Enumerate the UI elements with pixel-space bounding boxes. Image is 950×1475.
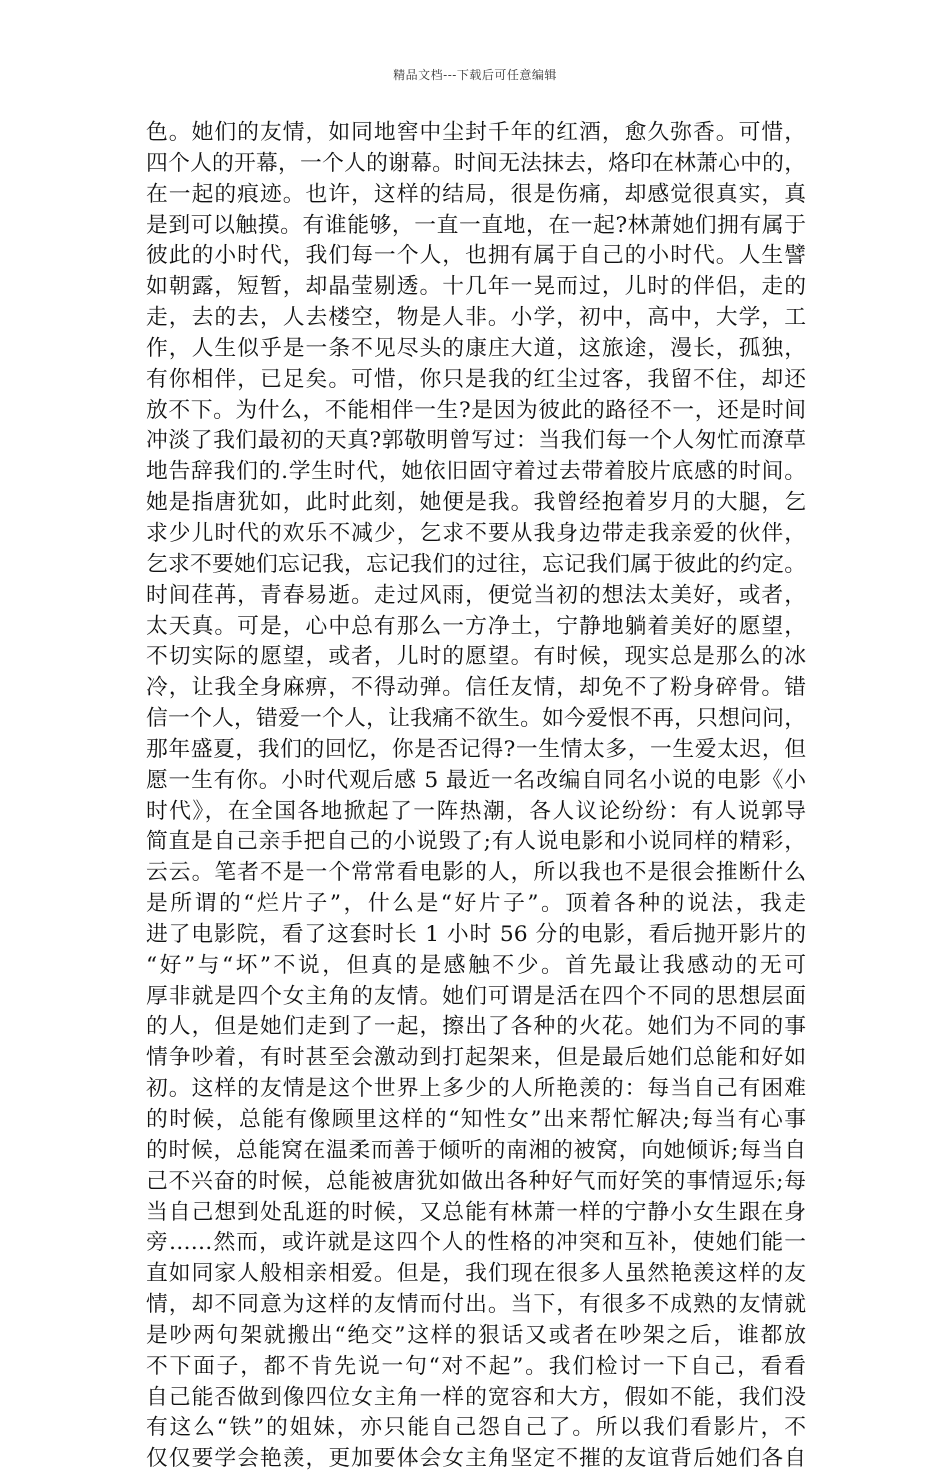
text-line: 是吵两句架就搬出“绝交”这样的狠话又或者在吵架之后，谁都放 [146, 1322, 806, 1348]
text-line: 在一起的痕迹。也许，这样的结局，很是伤痛，却感觉很真实，真 [146, 181, 806, 207]
text-line: 云云。笔者不是一个常常看电影的人，所以我也不是很会推断什么 [146, 860, 806, 886]
text-line: 是到可以触摸。有谁能够，一直一直地，在一起?林萧她们拥有属于 [146, 212, 806, 238]
text-line: 旁……然而，或许就是这四个人的性格的冲突和互补，使她们能一 [146, 1230, 806, 1256]
text-line: 冷，让我全身麻痹，不得动弹。信任友情，却免不了粉身碎骨。错 [146, 675, 806, 701]
text-line: “好”与“坏”不说，但真的是感触不少。首先最让我感动的无可 [146, 952, 806, 978]
text-line: 如朝露，短暂，却晶莹剔透。十几年一晃而过，儿时的伴侣，走的 [146, 274, 806, 300]
text-line: 不下面子，都不肯先说一句“对不起”。我们检讨一下自己，看看 [146, 1353, 806, 1379]
text-line: 时间荏苒，青春易逝。走过风雨，便觉当初的想法太美好，或者， [146, 582, 806, 608]
text-line: 简直是自己亲手把自己的小说毁了;有人说电影和小说同样的精彩， [146, 829, 806, 855]
text-line: 情，却不同意为这样的友情而付出。当下，有很多不成熟的友情就 [146, 1292, 806, 1318]
text-line: 放不下。为什么，不能相伴一生?是因为彼此的路径不一，还是时间 [146, 397, 806, 423]
text-line: 彼此的小时代，我们每一个人，也拥有属于自己的小时代。人生譬 [146, 243, 806, 269]
text-line: 走，去的去，人去楼空，物是人非。小学，初中，高中，大学，工 [146, 305, 806, 331]
text-line: 作，人生似乎是一条不见尽头的康庄大道，这旅途，漫长，孤独， [146, 335, 806, 361]
text-line: 的时候，总能有像顾里这样的“知性女”出来帮忙解决;每当有心事 [146, 1107, 806, 1132]
text-line: 乞求不要她们忘记我，忘记我们的过往，忘记我们属于彼此的约定。 [146, 551, 806, 577]
text-line: 不切实际的愿望，或者，儿时的愿望。有时候，现实总是那么的冰 [146, 644, 806, 670]
text-line: 愿一生有你。小时代观后感 5 最近一名改编自同名小说的电影《小 [146, 767, 806, 793]
text-line: 色。她们的友情，如同地窖中尘封千年的红酒，愈久弥香。可惜， [146, 120, 806, 145]
page-header: 精品文档---下载后可任意编辑 [393, 68, 557, 82]
text-line: 自己能否做到像四位女主角一样的宽容和大方，假如不能，我们没 [146, 1384, 806, 1410]
text-line: 有这么“铁”的姐妹，亦只能自己怨自己了。所以我们看影片，不 [146, 1415, 806, 1441]
text-line: 四个人的开幕，一个人的谢幕。时间无法抹去，烙印在林萧心中的， [146, 150, 806, 176]
text-line: 己不兴奋的时候，总能被唐犹如做出各种好气而好笑的事情逗乐;每 [146, 1168, 806, 1194]
text-line: 情争吵着，有时甚至会激动到打起架来，但是最后她们总能和好如 [146, 1045, 806, 1071]
text-line: 厚非就是四个女主角的友情。她们可谓是活在四个不同的思想层面 [146, 983, 806, 1009]
text-line: 太天真。可是，心中总有那么一方净土，宁静地躺着美好的愿望， [146, 613, 806, 639]
text-line: 仅仅要学会艳羡，更加要体会女主角坚定不摧的友谊背后她们各自 [146, 1446, 806, 1472]
text-line: 进了电影院，看了这套时长 1 小时 56 分的电影，看后抛开影片的 [146, 921, 806, 947]
text-line: 有你相伴，已足矣。可惜，你只是我的红尘过客，我留不住，却还 [146, 366, 806, 392]
text-line: 当自己想到处乱逛的时候，又总能有林萧一样的宁静小女生跟在身 [146, 1199, 806, 1225]
body-text [146, 118, 806, 1475]
text-line: 求少儿时代的欢乐不减少，乞求不要从我身边带走我亲爱的伙伴， [146, 520, 806, 546]
text-line: 冲淡了我们最初的天真?郭敬明曾写过：当我们每一个人匆忙而潦草 [146, 428, 806, 454]
text-line: 信一个人，错爱一个人，让我痛不欲生。如今爱恨不再，只想问问， [146, 706, 806, 732]
text-line: 的人，但是她们走到了一起，擦出了各种的火花。她们为不同的事 [146, 1014, 806, 1040]
text-line: 地告辞我们的.学生时代，她依旧固守着过去带着胶片底感的时间。 [146, 459, 806, 485]
text-line: 时代》，在全国各地掀起了一阵热潮，各人议论纷纷：有人说郭导 [146, 798, 806, 824]
text-line: 直如同家人般相亲相爱。但是，我们现在很多人虽然艳羡这样的友 [146, 1261, 806, 1287]
text-line: 的时候，总能窝在温柔而善于倾听的南湘的被窝，向她倾诉;每当自 [146, 1137, 806, 1163]
text-line: 初。这样的友情是这个世界上多少的人所艳羡的：每当自己有困难 [146, 1076, 806, 1102]
text-line: 是所谓的“烂片子”，什么是“好片子”。顶着各种的说法，我走 [146, 891, 806, 917]
text-line: 她是指唐犹如，此时此刻，她便是我。我曾经抱着岁月的大腿，乞 [146, 490, 806, 516]
text-line: 那年盛夏，我们的回忆，你是否记得?一生情太多，一生爱太迟，但 [146, 736, 806, 762]
